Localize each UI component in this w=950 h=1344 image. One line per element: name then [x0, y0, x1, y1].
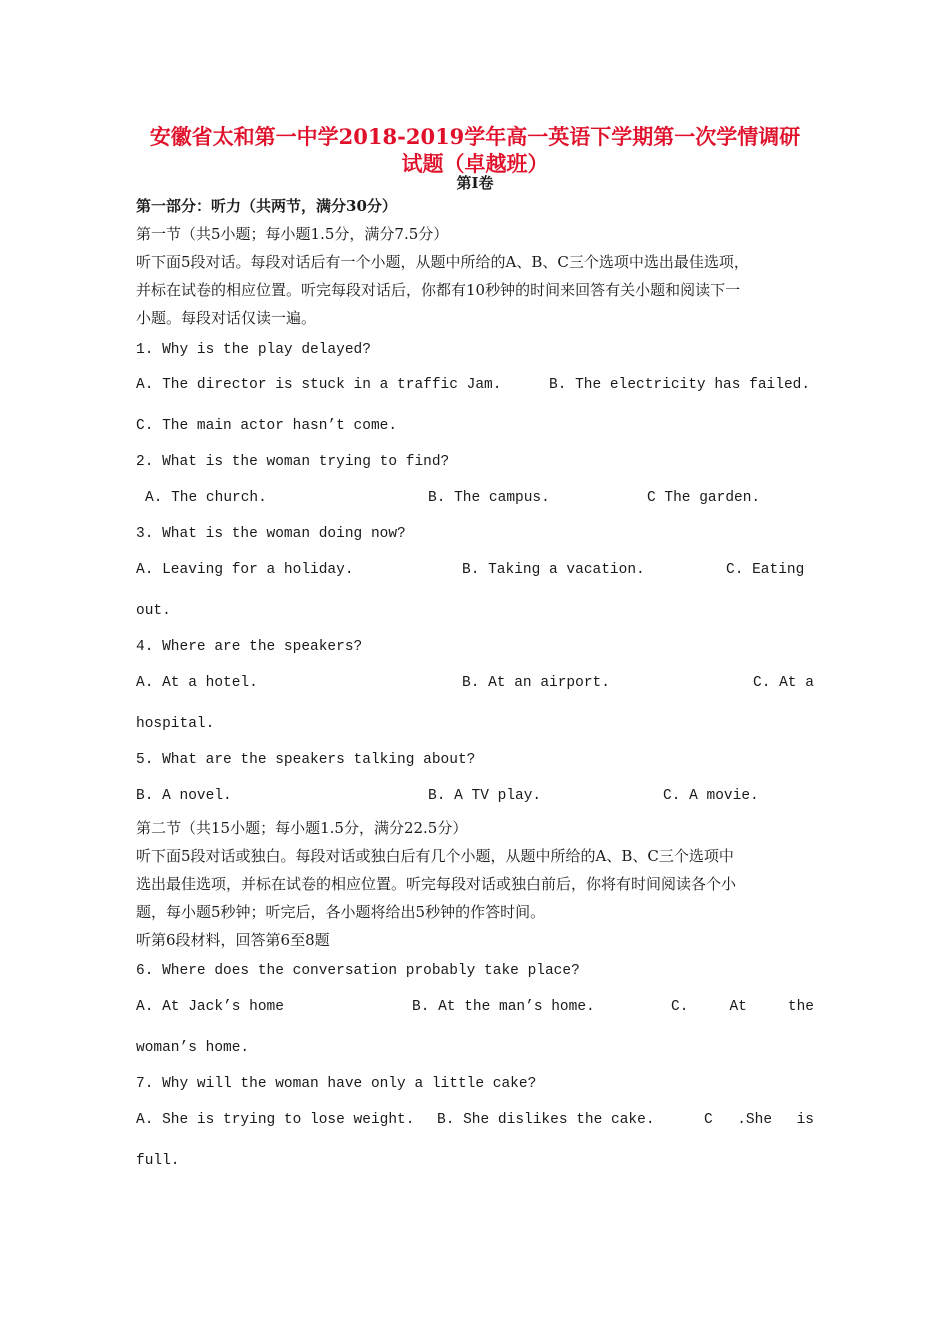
question-7-option-c — [704, 1110, 814, 1130]
question-7-option-c-word-3: is — [796, 1112, 814, 1128]
material-6-label: 听第6段材料，回答第6至8题 — [136, 931, 330, 949]
question-3-option-c-continued: out. — [136, 603, 171, 619]
question-1-option-a: A. The director is stuck in a traffic Jam. — [136, 377, 502, 393]
part1-heading: 第一部分：听力（共两节，满分30分） — [136, 197, 397, 215]
question-3-option-a: A. Leaving for a holiday. — [136, 562, 354, 578]
section2-heading: 第二节（共15小题；每小题1.5分，满分22.5分） — [136, 819, 468, 837]
question-6-option-c-continued: woman’s home. — [136, 1040, 250, 1056]
question-2-option-b: B. The campus. — [428, 490, 550, 506]
question-6-option-c — [671, 997, 814, 1017]
question-4-stem: 4. Where are the speakers? — [136, 639, 363, 655]
question-5-option-b: B. A TV play. — [428, 788, 542, 804]
question-3-stem: 3. What is the woman doing now? — [136, 526, 406, 542]
question-5-stem: 5. What are the speakers talking about? — [136, 752, 476, 768]
section1-heading: 第一节（共5小题；每小题1.5分，满分7.5分） — [136, 225, 449, 243]
volume-label: 第Ⅰ卷 — [456, 174, 494, 192]
section2-instruction-3: 题，每小题5秒钟；听完后，各小题将给出5秒钟的作答时间。 — [136, 903, 546, 921]
question-7-option-c-continued: full. — [136, 1153, 180, 1169]
question-7-option-a: A. She is trying to lose weight. — [136, 1112, 415, 1128]
section2-instruction-1: 听下面5段对话或独白。每段对话或独白后有几个小题，从题中所给的A、B、C三个选项中 — [136, 847, 734, 865]
question-3-option-b: B. Taking a vacation. — [462, 562, 645, 578]
question-5-option-a: B. A novel. — [136, 788, 232, 804]
question-7-stem: 7. Why will the woman have only a little cake? — [136, 1076, 537, 1092]
question-1-option-c: C. The main actor hasn’t come. — [136, 418, 398, 434]
question-6-option-c-word-3: the — [787, 999, 814, 1015]
question-6-option-c-word-1: C. — [671, 999, 689, 1015]
section1-instruction-2: 并标在试卷的相应位置。听完每段对话后，你都有10秒钟的时间来回答有关小题和阅读下一 — [136, 281, 741, 299]
question-4-option-c-continued: hospital. — [136, 716, 215, 732]
section1-instruction-3: 小题。每段对话仅读一遍。 — [136, 309, 317, 327]
question-7-option-c-word-2: .She — [737, 1112, 773, 1128]
question-4-option-a: A. At a hotel. — [136, 675, 258, 691]
question-3-option-c: C. Eating — [726, 562, 805, 578]
question-7-option-b: B. She dislikes the cake. — [437, 1112, 655, 1128]
section2-instruction-2: 选出最佳选项，并标在试卷的相应位置。听完每段对话或独白前后，你将有时间阅读各个小 — [136, 875, 737, 893]
question-6-option-b: B. At the man’s home. — [412, 999, 595, 1015]
question-2-option-c: C The garden. — [647, 490, 761, 506]
question-1-stem: 1. Why is the play delayed? — [136, 342, 371, 358]
question-6-option-a: A. At Jack’s home — [136, 999, 284, 1015]
question-2-option-a: A. The church. — [145, 490, 267, 506]
question-6-stem: 6. Where does the conversation probably take place? — [136, 963, 580, 979]
section1-instruction-1: 听下面5段对话。每段对话后有一个小题，从题中所给的A、B、C三个选项中选出最佳选项， — [136, 253, 749, 271]
question-1-option-b: B. The electricity has failed. — [549, 377, 811, 393]
question-4-option-c: C. At a — [753, 675, 814, 691]
question-4-option-b: B. At an airport. — [462, 675, 610, 691]
question-2-stem: 2. What is the woman trying to find? — [136, 454, 450, 470]
exam-title-line-1: 安徽省太和第一中学2018-2019学年高一英语下学期第一次学情调研 — [149, 124, 801, 149]
question-6-option-c-word-2: At — [729, 999, 747, 1015]
exam-title-line-2: 试题（卓越班） — [401, 151, 549, 176]
question-7-option-c-word-1: C — [704, 1112, 713, 1128]
question-5-option-c: C. A movie. — [663, 788, 759, 804]
